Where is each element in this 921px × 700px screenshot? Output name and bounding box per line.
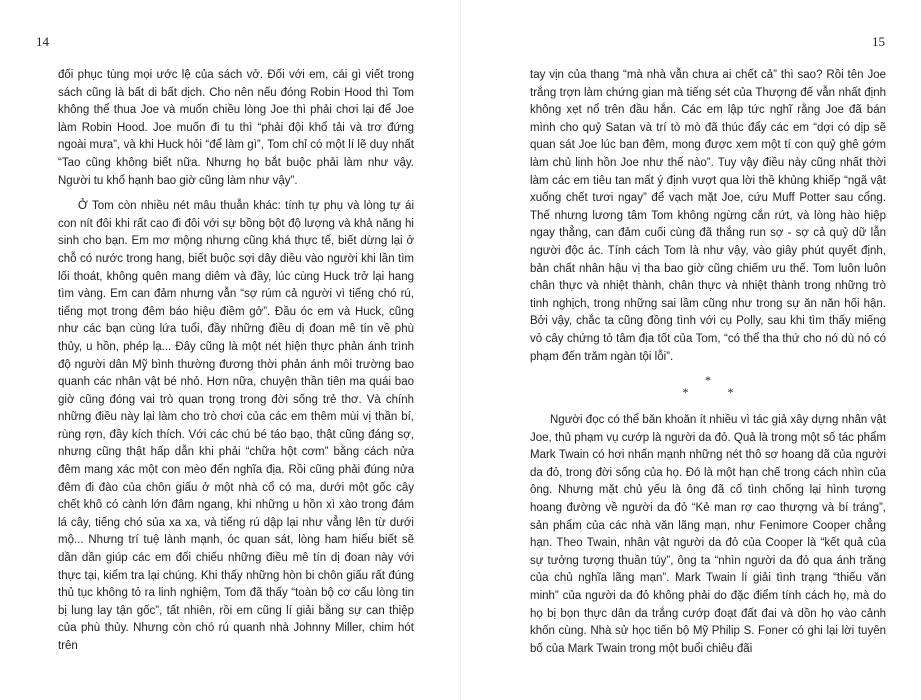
page-number: 15: [872, 34, 885, 49]
right-page: [461, 0, 921, 700]
page-number: 14: [36, 34, 49, 49]
section-separator: [530, 374, 886, 398]
page-body: [530, 67, 886, 666]
separator-stars: * *: [682, 385, 752, 400]
page-body: [58, 67, 414, 664]
paragraph: Ở Tom còn nhiều nét mâu thuẫn khác: tính tự phụ và lòng tự ái con nít đôi khi rất cao đi đôi với sự bồng bột độ lượng và khả năng hi sinh cho bạn. Em mơ mộng nhưng cũng khá thực tế, biết dừng lại ở chỗ có nước trong hang, biết buộc sợi dây diều vào người khi lần tìm lối thoát, không quên mang diêm và đầy, lúc cùng Huck trở lại hang tìm vàng. Em can đảm nhưng vẫn “sợ rúm cả người vì tiếng chó rú, tiếng mọt trong đêm báo hiệu điềm gở”. Đầu óc em và Huck, cũng như các bạn cùng lứa tuổi, đầy những điều dị đoan mê tín về phù thủy, u hồn, phép lạ... Đây cũng là một nét hiện thực phản ánh trình độ người dân Mỹ bình thường đương thời phản ánh môi trường bao quanh các nhân vật bé nhỏ. Hơn nữa, chuyện thần tiên ma quái bao giờ cũng đóng vai trò quan trọng trong đời sống trẻ thơ. Và chính những điều này lại làm cho trò chơi của các em thêm mùi vị thần bí, rùng rợn, đầy kích thích. Với các chú bé táo bạo, thật cũng đáng sợ, nhưng cũng thật hấp dẫn khi phải “chữa hột cơm” bằng cách nửa đêm mang xác một con mèo đến nghĩa địa. Rồi cũng phải đúng nửa đêm đi đào của chôn giấu ở một nhà cổ có ma, dưới một gốc cây chết khô có cành lớn đâm ngang, khi những u hồn xì xào trong đám lá cây, tiếng chó sủa xa xa, và tiếng rú dập lại như vẳng lên từ dưới mộ... Nhưng trí tuệ lành mạnh, óc quan sát, lòng ham hiểu biết sẽ dần dần giúp các em đối chiếu những điều mê tín dị đoan này với thực tại, kiểm tra lại chúng. Khi thấy những hòn bi chôn giấu rất đúng thủ tục không tỏ ra linh nghiệm, Tom đã thấy “toàn bộ cơ cấu lòng tin bị lung lay tận gốc”, tất nhiên, rồi em cũng lí giải bằng sự can thiệp của phù thủy. Nhưng còn chó rú quanh nhà Johnny Miller, chim hót trên: [58, 200, 414, 652]
paragraph: Người đọc có thể băn khoăn ít nhiều vì tác giả xây dựng nhân vật Joe, thủ phạm vụ cướp là người da đỏ. Quả là trong một số tác phẩm Mark Twain có hơi nhấn mạnh những nét thô sơ hoang dã của người da đỏ, trong đời sống của họ. Đó là một hạn chế trong cách nhìn của ông. Nhưng mặt chủ yếu là ông đã cố tình chống lại hình tượng hoang đường về người da đỏ “Kẻ man rợ cao thượng và bí tráng”, sản phẩm của các nhà văn lãng mạn, như Fenimore Cooper chẳng hạn. Theo Twain, nhân vật người da đỏ của Cooper là “kết quả của sự tưởng tượng thuần túy”, ông ta “nhìn người da đỏ qua ánh trăng của chủ nghĩa lãng mạn”. Mark Twain lí giải tình trạng “thiếu văn minh” của người da đỏ không phải do đặc điểm tính cách họ, mà do họ bị bọn thực dân da trắng cướp đoạt đất đai và dồn họ vào cảnh khốn cùng. Nhà sử học tiến bộ Mỹ Philip S. Foner có ghi lại lời tuyên bố của Mark Twain trong một buổi chiêu đãi: [530, 414, 886, 655]
left-page: [0, 0, 460, 700]
paragraph: đối phục tùng mọi ước lệ của sách vở. Đối với em, cái gì viết trong sách cũng là bất di bất dịch. Cho nên nếu đóng Robin Hood thì Tom không thể thua Joe và muốn chiều lòng Joe thì phải chơi lại để Joe làm Robin Hood. Joe muốn đi tu thì “phải đội khổ tải và trơ đứng ngoài mưa”, và khi Huck hỏi “để làm gì”, Tom chỉ có một lí lẽ duy nhất “Tao cũng không biết nữa. Nhưng họ bắt buộc phải làm như vậy. Người tu khổ hạnh bao giờ cũng làm như vậy”.: [58, 69, 414, 187]
separator-star: *: [705, 373, 711, 388]
paragraph: tay vịn của thang “mà nhà vẫn chưa ai chết cả” thì sao? Rồi tên Joe trắng trợn làm chứng gian mà tiếng sét của Thượng đế vẫn nhất định không xẹt nổ trên đầu hắn. Các em lập tức nghĩ rằng Joe đã bán mình cho quỷ Satan và trí tò mò đã thúc đẩy các em “dợi có dịp sẽ quan sát Joe lúc ban đêm, mong được xem một tí con quỷ ghê gớm làm chủ linh hồn Joe như thế nào”. Tuy vậy điều này cũng nhất thời làm các em tiêu tan mất ý định vượt qua lời thề khủng khiếp “ngã vật xuống chết tươi ngay” để vạch mặt Joe, cứu Muff Potter sau cổng. Thế nhưng lương tâm Tom không ngừng cắn rứt, và lòng hào hiệp ngay thẳng, can đảm cuối cùng đã thắng run sợ - sợ cả quỷ dữ lẫn người độc ác. Tính cách Tom là như vậy, vào giây phút quyết định, bản chất nhân hậu vị tha bao giờ cũng chiếm ưu thế. Tom luôn luôn chân thực và nhiệt thành, chân thực và nhiệt thành trong những trò tinh nghịch, trong những sai lầm cũng như trong sự ăn năn hối hận. Bởi vậy, chắc ta cũng đồng tình với cụ Polly, sau khi tìm thấy miếng vỏ cây chứng tỏ tâm địa tốt của Tom, “có thể tha thứ cho nó dù nó có phạm đến trăm ngàn tội lỗi”.: [530, 69, 886, 363]
